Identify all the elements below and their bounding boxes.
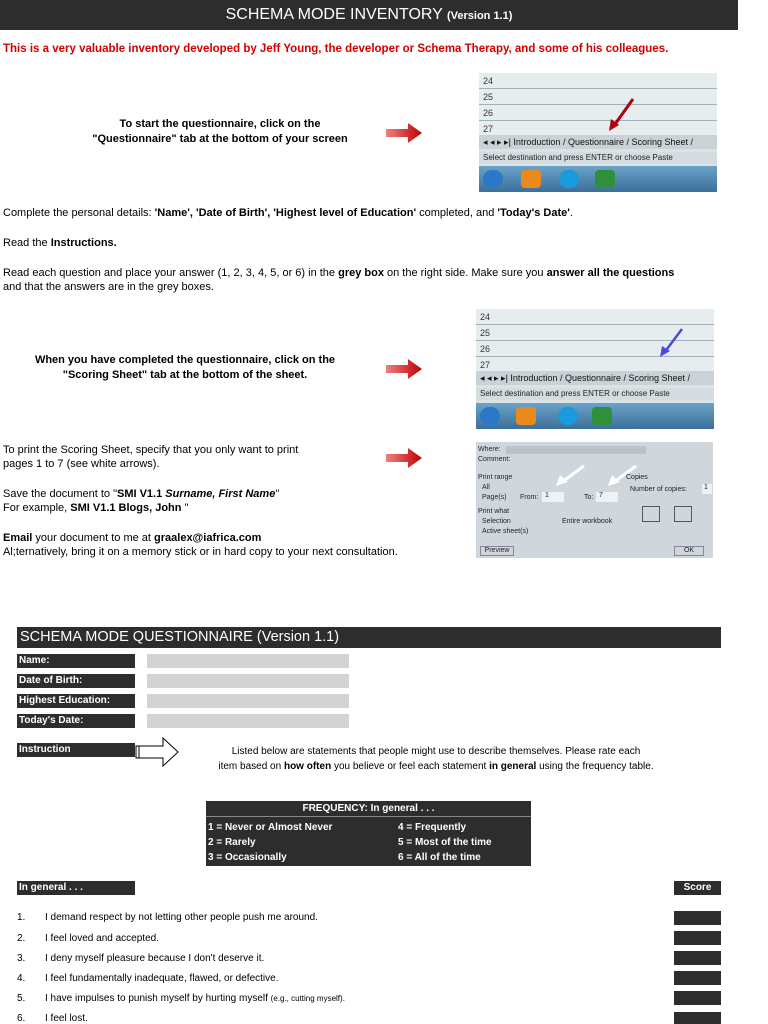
name-label: Name: bbox=[17, 654, 135, 668]
text-span: you believe or feel each statement bbox=[331, 761, 490, 772]
ok-button: OK bbox=[674, 546, 704, 556]
item-number: 5. bbox=[17, 993, 26, 1004]
score-input[interactable] bbox=[674, 911, 721, 925]
dialog-label: All bbox=[482, 484, 490, 491]
score-header: Score bbox=[674, 881, 721, 895]
dialog-label: Page(s) bbox=[482, 494, 507, 501]
text-bold-italic: Surname, First Name bbox=[165, 488, 276, 500]
text-line: Al;ternatively, bring it on a memory stick or in hard copy to your next consultation. bbox=[3, 546, 398, 558]
text-span: your document to me at bbox=[32, 532, 155, 544]
step-start-line1: To start the questionnaire, click on the bbox=[119, 118, 321, 130]
text-bold: in general bbox=[489, 761, 537, 772]
text-span: using the frequency table. bbox=[536, 761, 654, 772]
media-player-icon bbox=[521, 170, 541, 188]
skype-icon bbox=[558, 407, 578, 425]
red-arrow-icon bbox=[386, 123, 422, 143]
outline-arrow-icon bbox=[135, 737, 179, 767]
personal-details-text bbox=[3, 206, 743, 220]
to-field: 7 bbox=[596, 492, 618, 502]
step-scoring-line2: "Scoring Sheet" tab at the bottom of the sheet. bbox=[62, 369, 308, 381]
item-text: I feel loved and accepted. bbox=[45, 933, 159, 944]
dialog-label: Where: bbox=[478, 446, 501, 453]
highest-education-label: Highest Education: bbox=[17, 694, 135, 708]
status-bar: Select destination and press ENTER or choose Paste bbox=[476, 388, 714, 400]
text-bold: SMI V1.1 Blogs, John bbox=[70, 502, 182, 514]
frequency-item: 4 = Frequently bbox=[398, 822, 467, 833]
text-span: Complete the personal details: bbox=[3, 207, 155, 219]
frequency-item: 3 = Occasionally bbox=[208, 852, 287, 863]
text-line: pages 1 to 7 (see white arrows). bbox=[3, 458, 160, 470]
start-orb-icon bbox=[480, 407, 500, 425]
sheet-row: 26 bbox=[476, 341, 714, 357]
score-input[interactable] bbox=[674, 991, 721, 1005]
dialog-label: To: bbox=[584, 494, 594, 501]
screenshot-scoring-tab bbox=[476, 309, 714, 429]
excel-icon bbox=[595, 170, 615, 188]
text-bold: 'Today's Date' bbox=[497, 207, 570, 219]
item-note: (e.g., cutting myself). bbox=[270, 994, 345, 1003]
frequency-item: 1 = Never or Almost Never bbox=[208, 822, 333, 833]
dialog-label: Comment: bbox=[478, 456, 511, 463]
score-input[interactable] bbox=[674, 1012, 721, 1024]
score-input[interactable] bbox=[674, 931, 721, 945]
sheet-row: 24 bbox=[479, 73, 717, 89]
todays-date-field[interactable] bbox=[147, 714, 349, 728]
from-field: 1 bbox=[542, 492, 564, 502]
item-number: 6. bbox=[17, 1013, 26, 1024]
text-span: Save the document to " bbox=[3, 488, 117, 500]
document-title: SCHEMA MODE INVENTORY bbox=[225, 6, 443, 23]
answer-instructions-text bbox=[3, 266, 743, 294]
item-text: I demand respect by not letting other people push me around. bbox=[45, 912, 318, 923]
item-text bbox=[45, 993, 345, 1004]
text-bold: SMI V1.1 bbox=[116, 488, 166, 500]
white-arrow-icon bbox=[606, 464, 640, 488]
text-bold: answer all the questions bbox=[546, 267, 675, 279]
in-general-label: In general . . . bbox=[17, 881, 135, 895]
red-arrow-icon bbox=[386, 359, 422, 379]
questionnaire-title: SCHEMA MODE QUESTIONNAIRE (Version 1.1) bbox=[17, 627, 721, 648]
step-scoring-text bbox=[20, 353, 350, 383]
save-instructions-text bbox=[3, 487, 743, 515]
frequency-item: 5 = Most of the time bbox=[398, 837, 492, 848]
sheet-row: 27 bbox=[479, 121, 717, 137]
item-number: 1. bbox=[17, 912, 26, 923]
instruction-label: Instruction bbox=[17, 743, 135, 757]
frequency-item: 6 = All of the time bbox=[398, 852, 481, 863]
text-span: item based on bbox=[218, 761, 284, 772]
sheet-row: 26 bbox=[479, 105, 717, 121]
dialog-field bbox=[506, 446, 646, 454]
text-span: For example, bbox=[3, 502, 71, 514]
document-version: (Version 1.1) bbox=[446, 10, 513, 22]
sheet-row: 25 bbox=[479, 89, 717, 105]
taskbar bbox=[476, 403, 714, 429]
text-span: " bbox=[181, 502, 189, 514]
media-player-icon bbox=[516, 407, 536, 425]
step-start-line2: "Questionnaire" tab at the bottom of your screen bbox=[92, 133, 348, 145]
taskbar bbox=[479, 166, 717, 192]
text-bold: 'Name', 'Date of Birth', 'Highest level of Education' bbox=[154, 207, 417, 219]
white-arrow-icon bbox=[554, 464, 588, 488]
skype-icon bbox=[559, 170, 579, 188]
text-bold: Email bbox=[3, 532, 33, 544]
email-instructions-text bbox=[3, 531, 743, 559]
date-of-birth-label: Date of Birth: bbox=[17, 674, 135, 688]
red-pointer-arrow-icon bbox=[607, 97, 637, 133]
instruction-text bbox=[186, 744, 686, 774]
text-span: on the right side. Make sure you bbox=[383, 267, 547, 279]
item-number: 2. bbox=[17, 933, 26, 944]
text-span: Read the bbox=[3, 237, 51, 249]
dialog-label: Selection bbox=[482, 518, 511, 525]
email-link[interactable]: graalex@iafrica.com bbox=[154, 532, 262, 544]
start-orb-icon bbox=[483, 170, 503, 188]
item-text: I deny myself pleasure because I don't deserve it. bbox=[45, 953, 265, 964]
text-bold: Instructions. bbox=[50, 237, 117, 249]
text-bold: grey box bbox=[338, 267, 384, 279]
text-span: . bbox=[569, 207, 573, 219]
text-bold: how often bbox=[283, 761, 332, 772]
item-text: I feel lost. bbox=[45, 1013, 88, 1024]
blue-pointer-arrow-icon bbox=[658, 327, 686, 359]
status-bar: Select destination and press ENTER or choose Paste bbox=[479, 152, 717, 164]
dialog-label: Print range bbox=[478, 474, 513, 481]
dialog-label: Entire workbook bbox=[562, 518, 613, 525]
sheet-row: 25 bbox=[476, 325, 714, 341]
highest-education-field[interactable] bbox=[147, 694, 349, 708]
item-number: 4. bbox=[17, 973, 26, 984]
preview-button: Preview bbox=[480, 546, 514, 556]
date-of-birth-field[interactable] bbox=[147, 674, 349, 688]
dialog-label: Copies bbox=[626, 474, 648, 481]
text-line: and that the answers are in the grey boxes. bbox=[3, 281, 214, 293]
score-input[interactable] bbox=[674, 951, 721, 965]
frequency-table bbox=[206, 801, 531, 866]
dialog-label: Print what bbox=[478, 508, 510, 515]
screenshot-questionnaire-tab bbox=[479, 73, 717, 192]
text-line: Listed below are statements that people might use to describe themselves. Please rate each bbox=[231, 746, 641, 757]
intro-text: This is a very valuable inventory developed by Jeff Young, the developer or Schema Therapy, and some of his colleagues. bbox=[3, 43, 669, 55]
item-number: 3. bbox=[17, 953, 26, 964]
dialog-label: From: bbox=[520, 494, 539, 501]
red-arrow-icon bbox=[386, 448, 422, 468]
frequency-title: FREQUENCY: In general . . . bbox=[206, 801, 531, 817]
text-span: " bbox=[275, 488, 280, 500]
text-line: To print the Scoring Sheet, specify that you only want to print bbox=[3, 444, 299, 456]
read-instructions-text bbox=[3, 236, 743, 250]
step-scoring-line1: When you have completed the questionnaire, click on the bbox=[34, 354, 336, 366]
sheet-row: 27 bbox=[476, 357, 714, 373]
sheet-row: 24 bbox=[476, 309, 714, 325]
todays-date-label: Today's Date: bbox=[17, 714, 135, 728]
document-title-bar bbox=[0, 0, 738, 30]
dialog-label: Number of copies: bbox=[630, 486, 687, 493]
step-start-text bbox=[60, 117, 380, 147]
frequency-item: 2 = Rarely bbox=[208, 837, 256, 848]
dialog-label: Active sheet(s) bbox=[482, 528, 529, 535]
sheet-tabs: ◂ ◂ ▸ ▸| Introduction / Questionnaire / Scoring Sheet / bbox=[479, 135, 717, 149]
copies-field: 1 bbox=[702, 484, 712, 494]
score-input[interactable] bbox=[674, 971, 721, 985]
name-field[interactable] bbox=[147, 654, 349, 668]
text-span: Read each question and place your answer (1, 2, 3, 4, 5, or 6) in the bbox=[3, 267, 339, 279]
text-span: completed, and bbox=[416, 207, 498, 219]
item-text: I feel fundamentally inadequate, flawed, or defective. bbox=[45, 973, 279, 984]
text-span: I have impulses to punish myself by hurting myself bbox=[45, 993, 268, 1004]
excel-icon bbox=[592, 407, 612, 425]
sheet-tabs: ◂ ◂ ▸ ▸| Introduction / Questionnaire / Scoring Sheet / bbox=[476, 371, 714, 385]
